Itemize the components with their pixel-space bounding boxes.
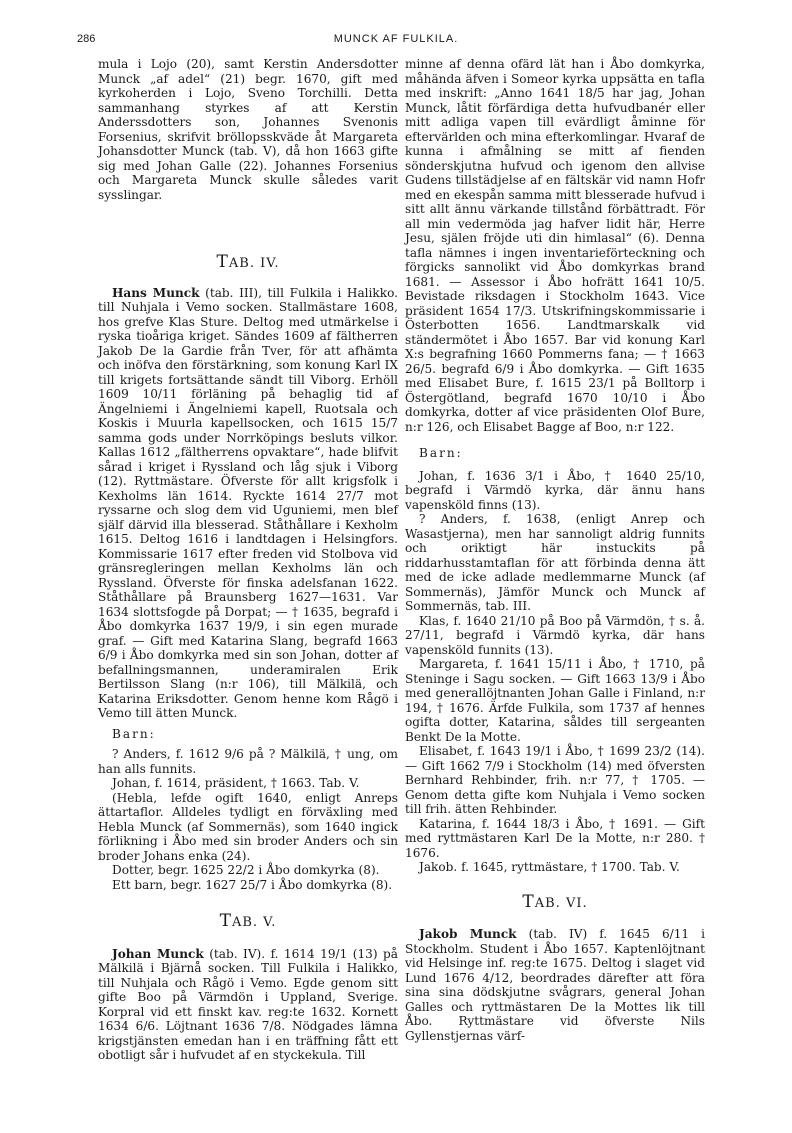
list-item: Dotter, begr. 1625 22/2 i Åbo domkyrka (8). xyxy=(112,863,380,877)
left-column xyxy=(98,57,398,1063)
list-item: Klas, f. 1640 21/10 på Boo på Värmdön, † s. å. 27/11, begrafd i Värmdö kyrka, där hans vapensköld funnits (13). xyxy=(405,613,705,657)
list-item: Ett barn, begr. 1627 25/7 i Åbo domkyrka (8). xyxy=(112,877,393,892)
paragraph: minne af denna ofärd lät han i Åbo domkyrka, måhända äfven i Someor kyrka uppsätta en tafla med inskrift: „Anno 1641 18/5 har jag, Johan Munck, låtit förfärdiga detta hufvudbanér eller mitt adliga vapen till evärdligt åminne för eftervärlden och mina efterkomlingar. Hvaraf de kunna i afmålning se mitt af fienden sönderskjutna hufvud och igenom den allvise Gudens tillstädjelse af en fältskär vid namn Hofr med en ekespån samma mitt blesserade hufvud i sitt allt ännu värkande tillstånd förbättradt. För all min vedermöda jag hafver lidit här, Herre Jesu, själen fröjde uti din himlasal“ (6). Denna tafla nämnes i ingen inventarieförteckning och förgicks sannolikt vid Åbo domkyrkas brand 1681. — Assessor i Åbo hofrätt 1641 10/5. Bevistade riksdagen i Stockholm 1643. Vice präsident 1654 17/3. Utskrifningskommissarie i Österbotten 1656. Landtmarskalk vid ständermötet i Åbo 1657. Bar vid konung Karl X:s begrafning 1660 Pommerns fana; — † 1663 26/5. begrafd 6/9 i Åbo domkyrka. — Gift 1635 med Elisabet Bure, f. 1615 23/1 på Bolltorp i Östergötland, begrafd 1670 10/10 i Åbo domkyrka, dotter af vice präsidenten Olof Bure, n:r 126, och Elisabet Bagge af Boo, n:r 122. xyxy=(405,57,705,434)
paragraph: Hans Munck (tab. III), till Fulkila i Halikko. till Nuhjala i Vemo socken. Stallmästare 1608, hos grefve Klas Sture. Deltog med utmärkelse i ryska tioåriga kriget. Sändes 1609 af fältherren Jakob De la Gardie från Tver, för att afhämta och inöfva den förstärkning, som konung Karl IX till krigets fortsättande sändt till Viborg. Erhöll 1609 10/11 förläning på behaglig tid af Ängelniemi i Ängelniemi kapell, Ruotsala och Koskis i Muurla kapellsocken, och 1615 15/7 samma gods under Norrköpings besluts vilkor. Kallas 1612 „fältherrens opvaktare“, hade blifvit sårad i kriget i Ryssland och låg sjuk i Viborg (12). Ryttmästare. Öfverste för allt krigsfolk i Kexholms län 1614. Ryckte 1614 27/7 mot ryssarne och slog dem vid Uguniemi, men blef själf därvid illa blesserad. Ståthållare i Kexholm 1615. Deltog 1616 i landtdagen i Helsingfors. Kommissarie 1617 efter freden vid Stolbova vid gränsregleringen mellan Kexholms län och Ryssland. Öfverste för finska adelsfanan 1622. Ståthållare på Braunsberg 1627—1631. Var 1634 slottsfogde på Dorpat; — † 1635, begrafd i Åbo domkyrka 1637 19/9, i sin egen murade graf. — Gift med Katarina Slang, begrafd 1663 6/9 i Åbo domkyrka med sin son Johan, dotter af befallningsmannen, underamiralen Erik Bertilsson Slang (n:r 106), till Mälkilä, och Katarina Eriksdotter. Genom henne kom Rågö i Vemo till ätten Munck. xyxy=(98,285,398,720)
paragraph: Johan Munck (tab. IV). f. 1614 19/1 (13) på Mälkilä i Bjärnå socken. Till Fulkila i Halikko, till Nuhjala och Rågö i Vemo. Egde genom sitt gifte Boo på Värmdön i Uppland, Sverige. Korpral vid ett finskt kav. reg:te 1632. Kornett 1634 6/6. Löjtnant 1636 7/8. Nödgades lämna krigstjänsten emedan han i en träffning fått ett obotligt sår i hufvudet af en styckekula. Till xyxy=(98,946,398,1062)
list-item: Johan, f. 1636 3/1 i Åbo, † 1640 25/10, begrafd i Värmdö kyrka, där ännu hans vapensköld finns (13). xyxy=(405,468,705,512)
children-heading: Barn: xyxy=(112,726,156,741)
list-item: ? Anders, f. 1638, (enligt Anrep och Wasastjerna), men har sannoligt aldrig funnits och oriktigt här instuckits på riddarhusstamtaflan för att förbinda denna ätt med de icke adlade medlemmarne Munck (af Sommernäs), Jämför Munck och Munck af Sommernäs, tab. III. xyxy=(405,512,705,613)
paragraph: mula i Lojo (20), samt Kerstin Andersdotter Munck „af adel“ (21) begr. 1670, gift med kyrkoherden i Lojo, Sveno Torchilli. Detta sammanhang styrkes af att Kerstin Anderssdotters son, Johannes Svenonis Forsenius, skrifvit bröllopsskväde åt Margareta Johansdotter Munck (tab. V), då hon 1663 gifte sig med Johan Galle (22). Johannes Forsenius och Margareta Munck skulle således varit sysslingar. xyxy=(98,57,398,202)
list-item: ? Anders, f. 1612 9/6 på ? Mälkilä, † ung, om han alls funnits. xyxy=(98,747,398,776)
page-number: 286 xyxy=(77,33,96,45)
person-name: Jakob Munck xyxy=(419,927,517,941)
section-heading-tab-v: TAB. V. xyxy=(219,911,277,931)
list-item: Margareta, f. 1641 15/11 i Åbo, † 1710, på Steninge i Sagu socken. — Gift 1663 13/9 i Åbo med generallöjtnanten Johan Galle i Finland, n:r 194, † 1676. Ärfde Fulkila, som 1737 af hennes ogifta dotter, Katarina, såldes till sergeanten Benkt De la Motte. xyxy=(405,657,705,744)
section-heading-tab-iv: TAB. IV. xyxy=(216,252,280,272)
person-name: Hans Munck xyxy=(112,285,200,300)
person-name: Johan Munck xyxy=(112,946,204,961)
right-column xyxy=(405,57,705,1043)
list-item: (Hebla, lefde ogift 1640, enligt Anreps ättartaflor. Alldeles tydligt en förväxling med Hebla Munck (af Sommernäs), som 1640 ingick förlikning i Åbo med sin broder Anders och sin broder Johans enka (24). xyxy=(98,790,398,863)
page-header xyxy=(0,33,792,49)
list-item: Elisabet, f. 1643 19/1 i Åbo, † 1699 23/2 (14). — Gift 1662 7/9 i Stockholm (14) med öfversten Bernhard Rehbinder, frih. n:r 77, † 1705. — Genom detta gifte kom Nuhjala i Vemo socken till frih. ätten Rehbinder. xyxy=(405,744,705,816)
list-item: Jakob. f. 1645, ryttmästare, † 1700. Tab. V. xyxy=(419,860,680,874)
list-item: Katarina, f. 1644 18/3 i Åbo, † 1691. — Gift med ryttmästaren Karl De la Motte, n:r 280. † 1676. xyxy=(405,816,705,860)
paragraph: Jakob Munck (tab. IV) f. 1645 6/11 i Stockholm. Student i Åbo 1657. Kaptenlöjtnant vid Helsinge inf. reg:te 1675. Deltog i slaget vid Lund 1676 4/12, beordrades därefter att föra sina sina dödskjutne svågrars, general Johan Galles och ryttmästaren De la Mottes lik till Åbo. Ryttmästare vid öfverste Nils Gyllenstjernas värf- xyxy=(405,927,705,1043)
running-title: MUNCK AF FULKILA. xyxy=(333,33,459,45)
section-heading-tab-vi: TAB. VI. xyxy=(522,891,588,912)
list-item: Johan, f. 1614, präsident, † 1663. Tab. V. xyxy=(112,776,360,790)
children-heading: Barn: xyxy=(419,446,463,460)
